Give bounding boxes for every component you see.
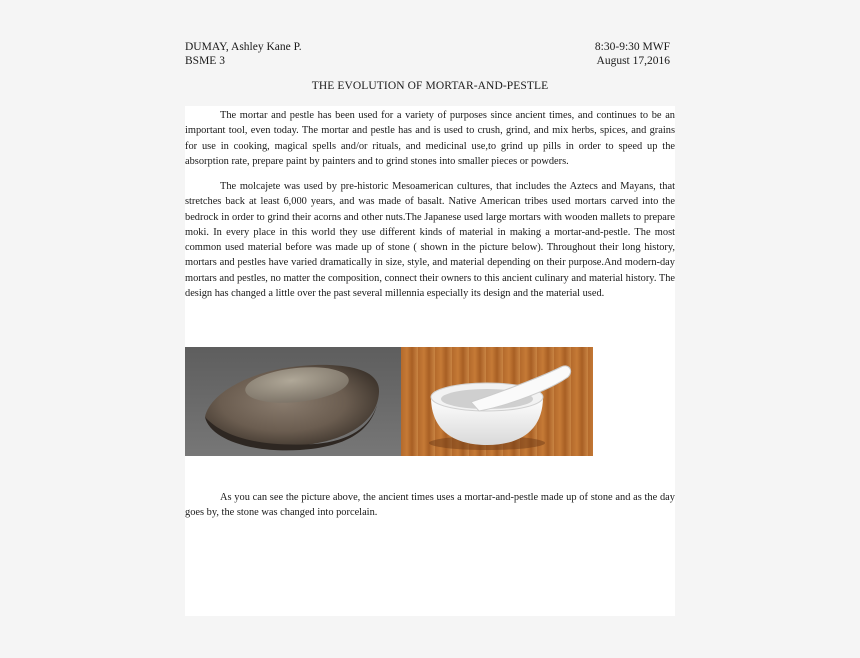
author-name: DUMAY, Ashley Kane P. xyxy=(185,41,302,53)
image-row xyxy=(185,347,593,456)
course-section: BSME 3 xyxy=(185,55,225,67)
document-title: THE EVOLUTION OF MORTAR-AND-PESTLE xyxy=(311,80,549,92)
paragraph-3: As you can see the picture above, the ancient times uses a mortar-and-pestle made up of stone and as the day goes by, the stone was changed into porcelain. xyxy=(185,492,675,519)
paragraph-2: The molcajete was used by pre-historic Mesoamerican cultures, that includes the Aztecs and Mayans, that stretches back at least 6,000 years, and was made of basalt. Native American tribes used mortars carved into the bedrock in order to grind their acorns and other nuts.The Japanese used large mortars with wooden mallets to prepare moki. In every place in this world they use different kinds of material in making a mortar-and-pestle. The most common used material before was made up of stone ( shown in the picture below). Throughout their long history, mortars and pestles have varied dramatically in size, style, and material depending on their purpose.And modern-day mortars and pestles, no matter the composition, connect their owners to this ancient culinary and material history. The design has changed a little over the past several millennia especially its design and the material used. xyxy=(185,181,675,300)
porcelain-mortar-photo xyxy=(401,347,593,456)
class-schedule: 8:30-9:30 MWF xyxy=(594,41,670,53)
document-page xyxy=(185,30,675,616)
header-right xyxy=(595,40,670,68)
stone-mortar-photo xyxy=(185,347,401,456)
paragraph-1: The mortar and pestle has been used for a variety of purposes since ancient times, and continues to be an important tool, even today. The mortar and pestle has and is used to crush, grind, and mix herbs, spices, and grains for use in cooking, magical spells and/or rituals, and medicinal use,to grind up pills in order to speed up the absorption rate, prepare paint by painters and to grind stones into smaller pieces or powders. xyxy=(185,110,675,167)
document-date: August 17,2016 xyxy=(596,55,670,67)
header-left xyxy=(185,40,302,68)
